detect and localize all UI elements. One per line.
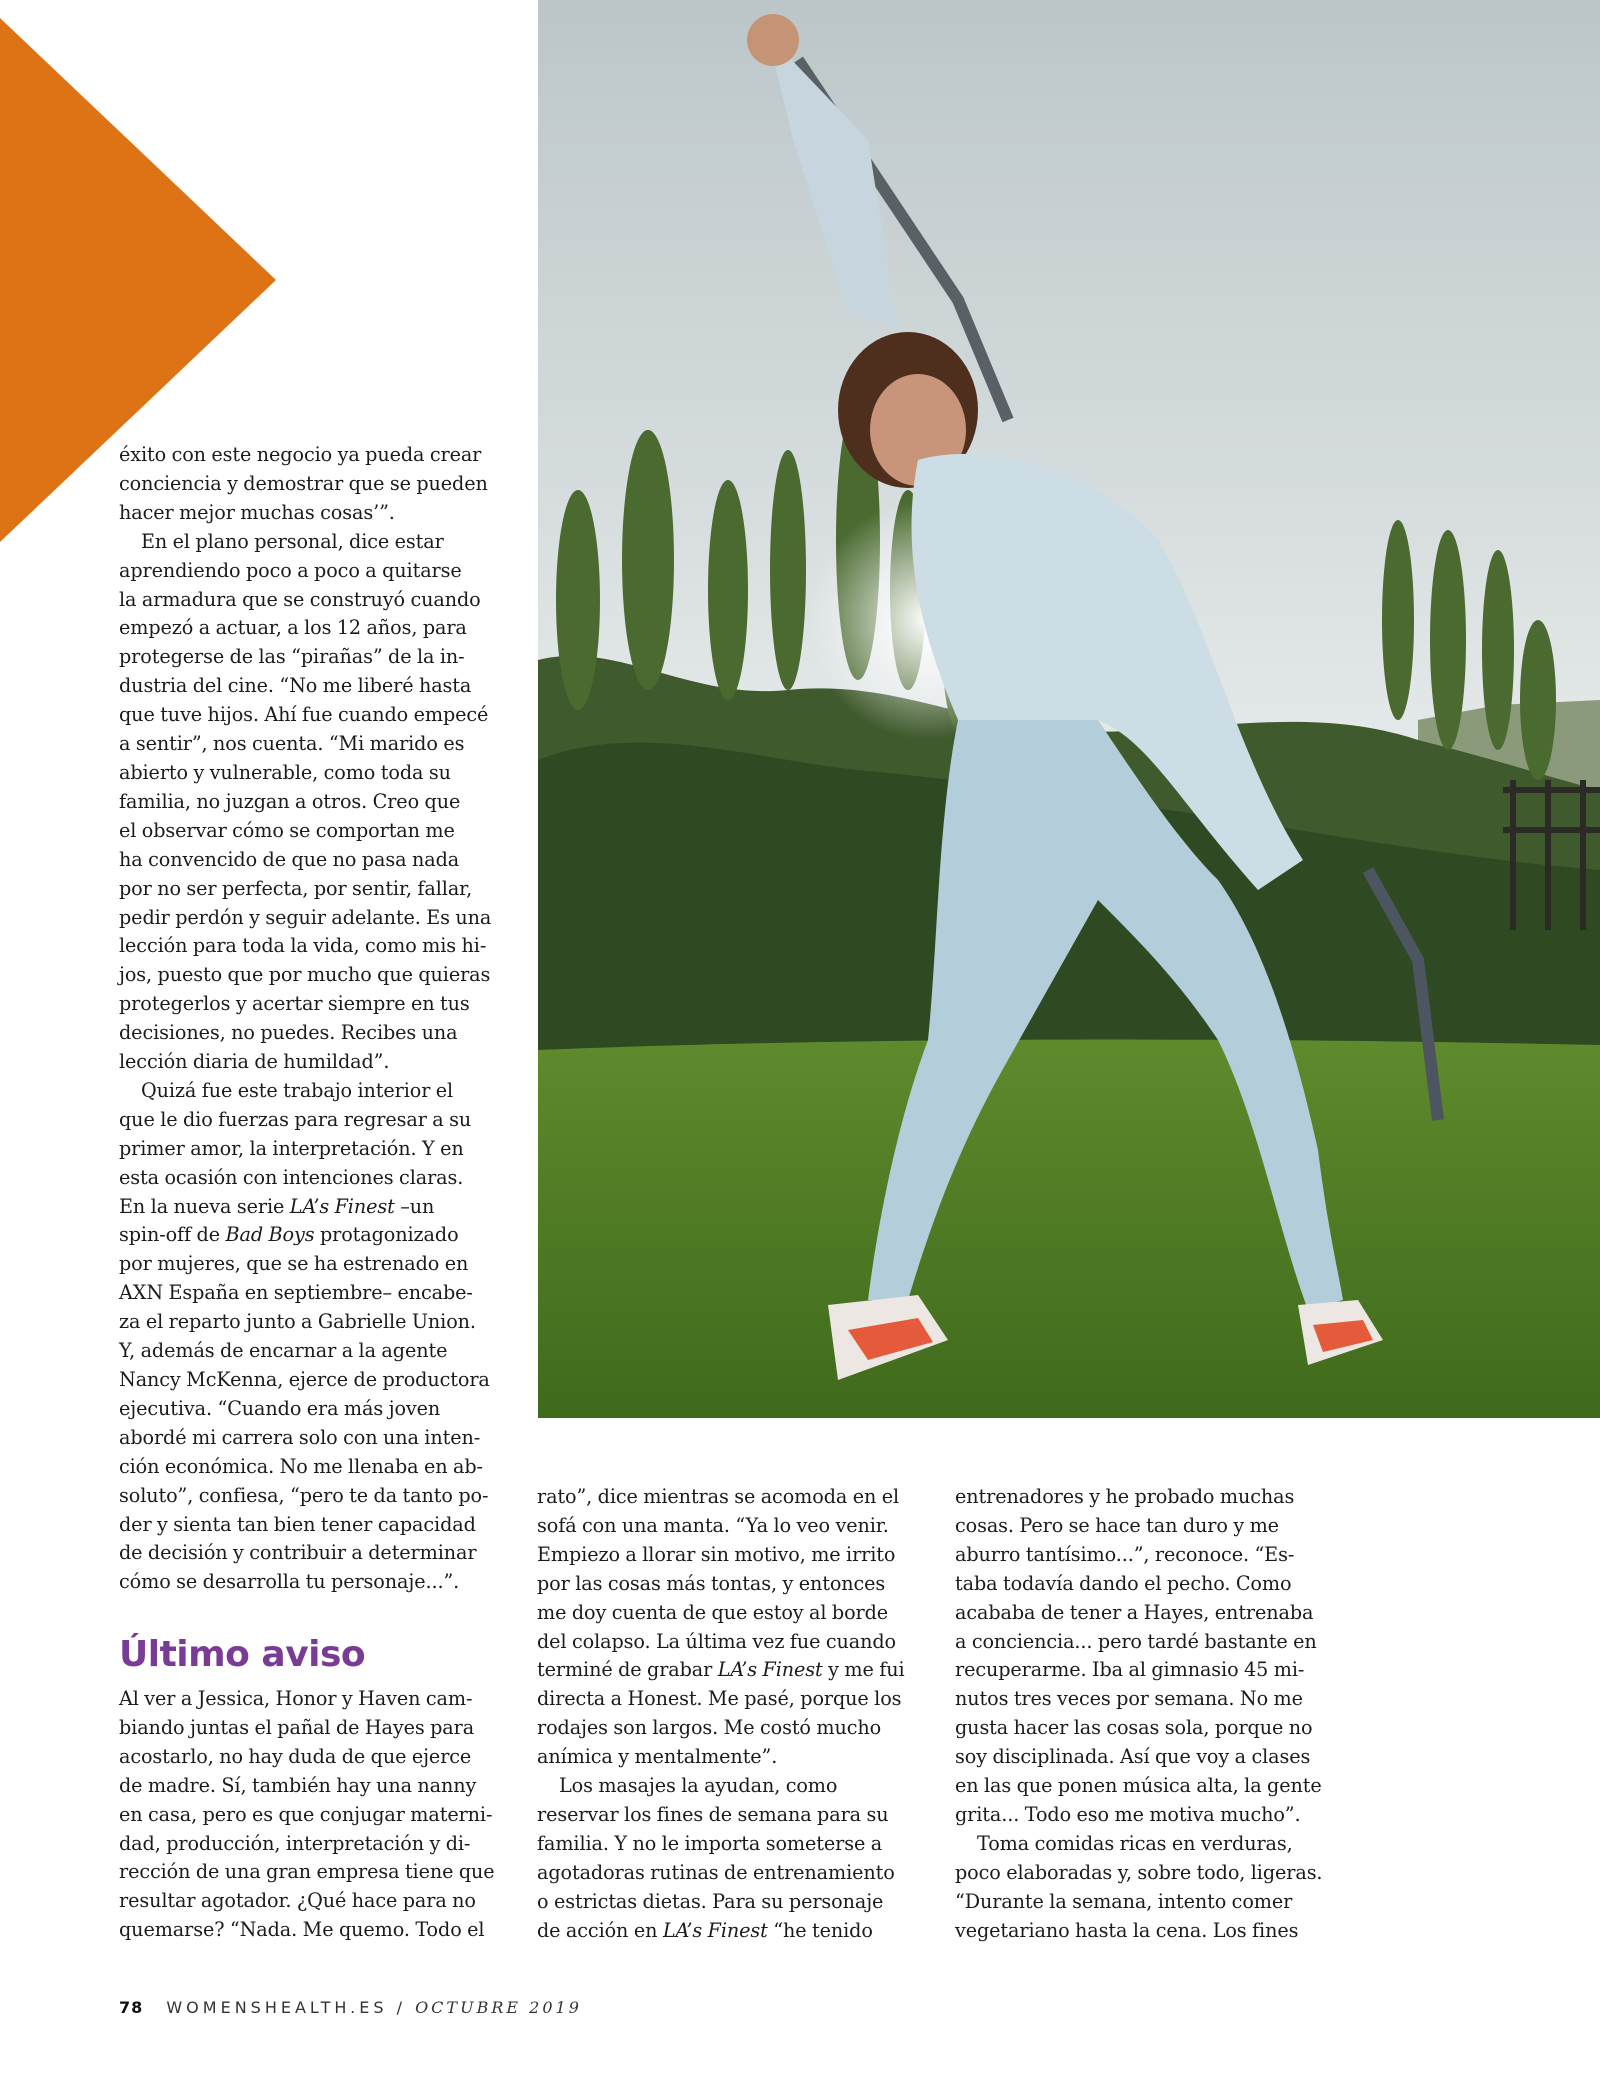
text-line: za el reparto junto a Gabrielle Union. (119, 1310, 476, 1334)
text-line: spin-off de Bad Boys protagonizado (119, 1223, 459, 1247)
italic-title: Bad Boys (225, 1223, 315, 1247)
article-column-3 (955, 1483, 1345, 1946)
text-line: resultar agotador. ¿Qué hace para no (119, 1889, 476, 1913)
text-line: primer amor, la interpretación. Y en (119, 1136, 464, 1160)
text-line: Toma comidas ricas en verduras, (977, 1831, 1293, 1855)
text-line: acostarlo, no hay duda de que ejerce (119, 1744, 472, 1768)
italic-title: LA’s Finest (717, 1658, 823, 1682)
text-line: decisiones, no puedes. Recibes una (119, 1021, 458, 1045)
text-line: que le dio fuerzas para regresar a su (119, 1107, 472, 1131)
text-line: soluto”, confiesa, “pero te da tanto po- (119, 1483, 489, 1507)
text-line: soy disciplinada. Así que voy a clases (955, 1745, 1311, 1769)
text-line: lección diaria de humildad”. (119, 1050, 390, 1074)
italic-title: LA’s Finest (289, 1194, 395, 1218)
text-line: dad, producción, interpretación y di- (119, 1831, 471, 1855)
text-line: en las que ponen música alta, la gente (955, 1774, 1322, 1798)
text-line: a conciencia... pero tardé bastante en (955, 1629, 1317, 1653)
text-line: rección de una gran empresa tiene que (119, 1860, 495, 1884)
text-line: agotadoras rutinas de entrenamiento (537, 1860, 895, 1884)
text-line: aprendiendo poco a poco a quitarse (119, 558, 462, 582)
text-line: o estrictas dietas. Para su personaje (537, 1889, 884, 1913)
text-line: pedir perdón y seguir adelante. Es una (119, 905, 492, 929)
text-line: aburro tantísimo...”, reconoce. “Es- (955, 1542, 1295, 1566)
section-subheading: Último aviso (119, 1634, 366, 1675)
text-line: En la nueva serie LA’s Finest –un (119, 1194, 435, 1218)
text-line: entrenadores y he probado muchas (955, 1485, 1295, 1508)
text-line: protegerse de las “pirañas” de la in- (119, 645, 465, 669)
text-line: de acción en LA’s Finest “he tenido (537, 1918, 873, 1942)
text-line: a sentir”, nos cuenta. “Mi marido es (119, 732, 465, 756)
text-line: por mujeres, que se ha estrenado en (119, 1252, 469, 1276)
issue-date: OCTUBRE 2019 (415, 1998, 582, 2017)
text-line: el observar cómo se comportan me (119, 818, 455, 842)
text-line-tail: protagonizado (314, 1223, 459, 1247)
text-line: ción económica. No me llenaba en ab- (119, 1454, 483, 1478)
text-line: vegetariano hasta la cena. Los fines (955, 1918, 1299, 1942)
text-line: rato”, dice mientras se acomoda en el (537, 1485, 900, 1508)
text-line: lección para toda la vida, como mis hi- (119, 934, 487, 958)
text-line: cómo se desarrolla tu personaje...”. (119, 1570, 460, 1594)
text-line: AXN España en septiembre– encabe- (119, 1281, 473, 1305)
text-line: taba todavía dando el pecho. Como (955, 1571, 1292, 1595)
text-line: jos, puesto que por mucho que quieras (119, 963, 491, 987)
text-line: directa a Honest. Me pasé, porque los (537, 1687, 902, 1711)
magazine-site: WOMENSHEALTH.ES (166, 1998, 388, 2017)
text-line: cosas. Pero se hace tan duro y me (955, 1513, 1279, 1537)
article-column-2 (537, 1483, 927, 1946)
text-line: la armadura que se construyó cuando (119, 587, 481, 611)
text-line-tail: –un (394, 1194, 435, 1218)
text-line: abordé mi carrera solo con una inten- (119, 1425, 481, 1449)
text-line: conciencia y demostrar que se pueden (119, 471, 488, 495)
text-line: Empiezo a llorar sin motivo, me irrito (537, 1542, 896, 1566)
text-line: Quizá fue este trabajo interior el (141, 1078, 454, 1102)
text-line: familia, no juzgan a otros. Creo que (119, 789, 461, 813)
text-line: del colapso. La última vez fue cuando (537, 1629, 896, 1653)
text-line-tail: y me fui (822, 1658, 905, 1682)
text-line: sofá con una manta. “Ya lo veo venir. (537, 1513, 889, 1537)
text-line: en casa, pero es que conjugar materni- (119, 1802, 493, 1826)
text-line: esta ocasión con intenciones claras. (119, 1165, 464, 1189)
text-line: der y sienta tan bien tener capacidad (119, 1512, 476, 1536)
text-line: poco elaboradas y, sobre todo, ligeras. (955, 1860, 1323, 1884)
text-line: protegerlos y acertar siempre en tus (119, 992, 470, 1016)
text-line: terminé de grabar LA’s Finest y me fui (537, 1658, 905, 1682)
feature-photo (538, 0, 1600, 1418)
page-number: 78 (119, 1998, 144, 2017)
text-line: rodajes son largos. Me costó mucho (537, 1716, 882, 1740)
text-line: nutos tres veces por semana. No me (955, 1687, 1303, 1711)
text-line: reservar los fines de semana para su (537, 1802, 889, 1826)
text-line: anímica y mentalmente”. (537, 1745, 778, 1769)
text-line: de madre. Sí, también hay una nanny (119, 1773, 477, 1797)
text-line: quemarse? “Nada. Me quemo. Todo el (119, 1918, 485, 1942)
text-line: En el plano personal, dice estar (141, 529, 444, 553)
text-line: me doy cuenta de que estoy al borde (537, 1600, 889, 1624)
text-line: recuperarme. Iba al gimnasio 45 mi- (955, 1658, 1305, 1682)
italic-title: LA’s Finest (662, 1918, 768, 1942)
text-line: empezó a actuar, a los 12 años, para (119, 616, 467, 640)
text-line: grita... Todo eso me motiva mucho”. (955, 1802, 1301, 1826)
text-line: de decisión y contribuir a determinar (119, 1541, 477, 1565)
text-line: gusta hacer las cosas sola, porque no (955, 1716, 1313, 1740)
text-line: dustria del cine. “No me liberé hasta (119, 674, 472, 698)
text-line: Los masajes la ayudan, como (559, 1774, 838, 1798)
page-footer (119, 1998, 582, 2017)
text-line-tail: “he tenido (767, 1918, 873, 1942)
footer-separator: / (396, 1998, 406, 2017)
text-line: abierto y vulnerable, como toda su (119, 760, 451, 784)
text-line: Al ver a Jessica, Honor y Haven cam- (119, 1687, 473, 1710)
text-line: biando juntas el pañal de Hayes para (119, 1715, 475, 1739)
text-line: que tuve hijos. Ahí fue cuando empecé (119, 703, 489, 727)
text-line: hacer mejor muchas cosas’”. (119, 500, 395, 524)
text-line: acababa de tener a Hayes, entrenaba (955, 1600, 1314, 1624)
article-column-1-section (119, 1685, 509, 1945)
text-line: Nancy McKenna, ejerce de productora (119, 1368, 490, 1391)
text-line: ha convencido de que no pasa nada (119, 847, 460, 871)
text-line: por no ser perfecta, por sentir, fallar, (119, 876, 473, 900)
article-column-1 (119, 441, 509, 1597)
woman-stretching-photo (538, 0, 1600, 1418)
text-line: éxito con este negocio ya pueda crear (119, 443, 482, 466)
text-line: ejecutiva. “Cuando era más joven (119, 1396, 441, 1420)
text-line: “Durante la semana, intento comer (955, 1889, 1293, 1913)
text-line: Y, además de encarnar a la agente (119, 1339, 448, 1363)
text-line: familia. Y no le importa someterse a (537, 1831, 883, 1855)
text-line: por las cosas más tontas, y entonces (537, 1571, 886, 1595)
